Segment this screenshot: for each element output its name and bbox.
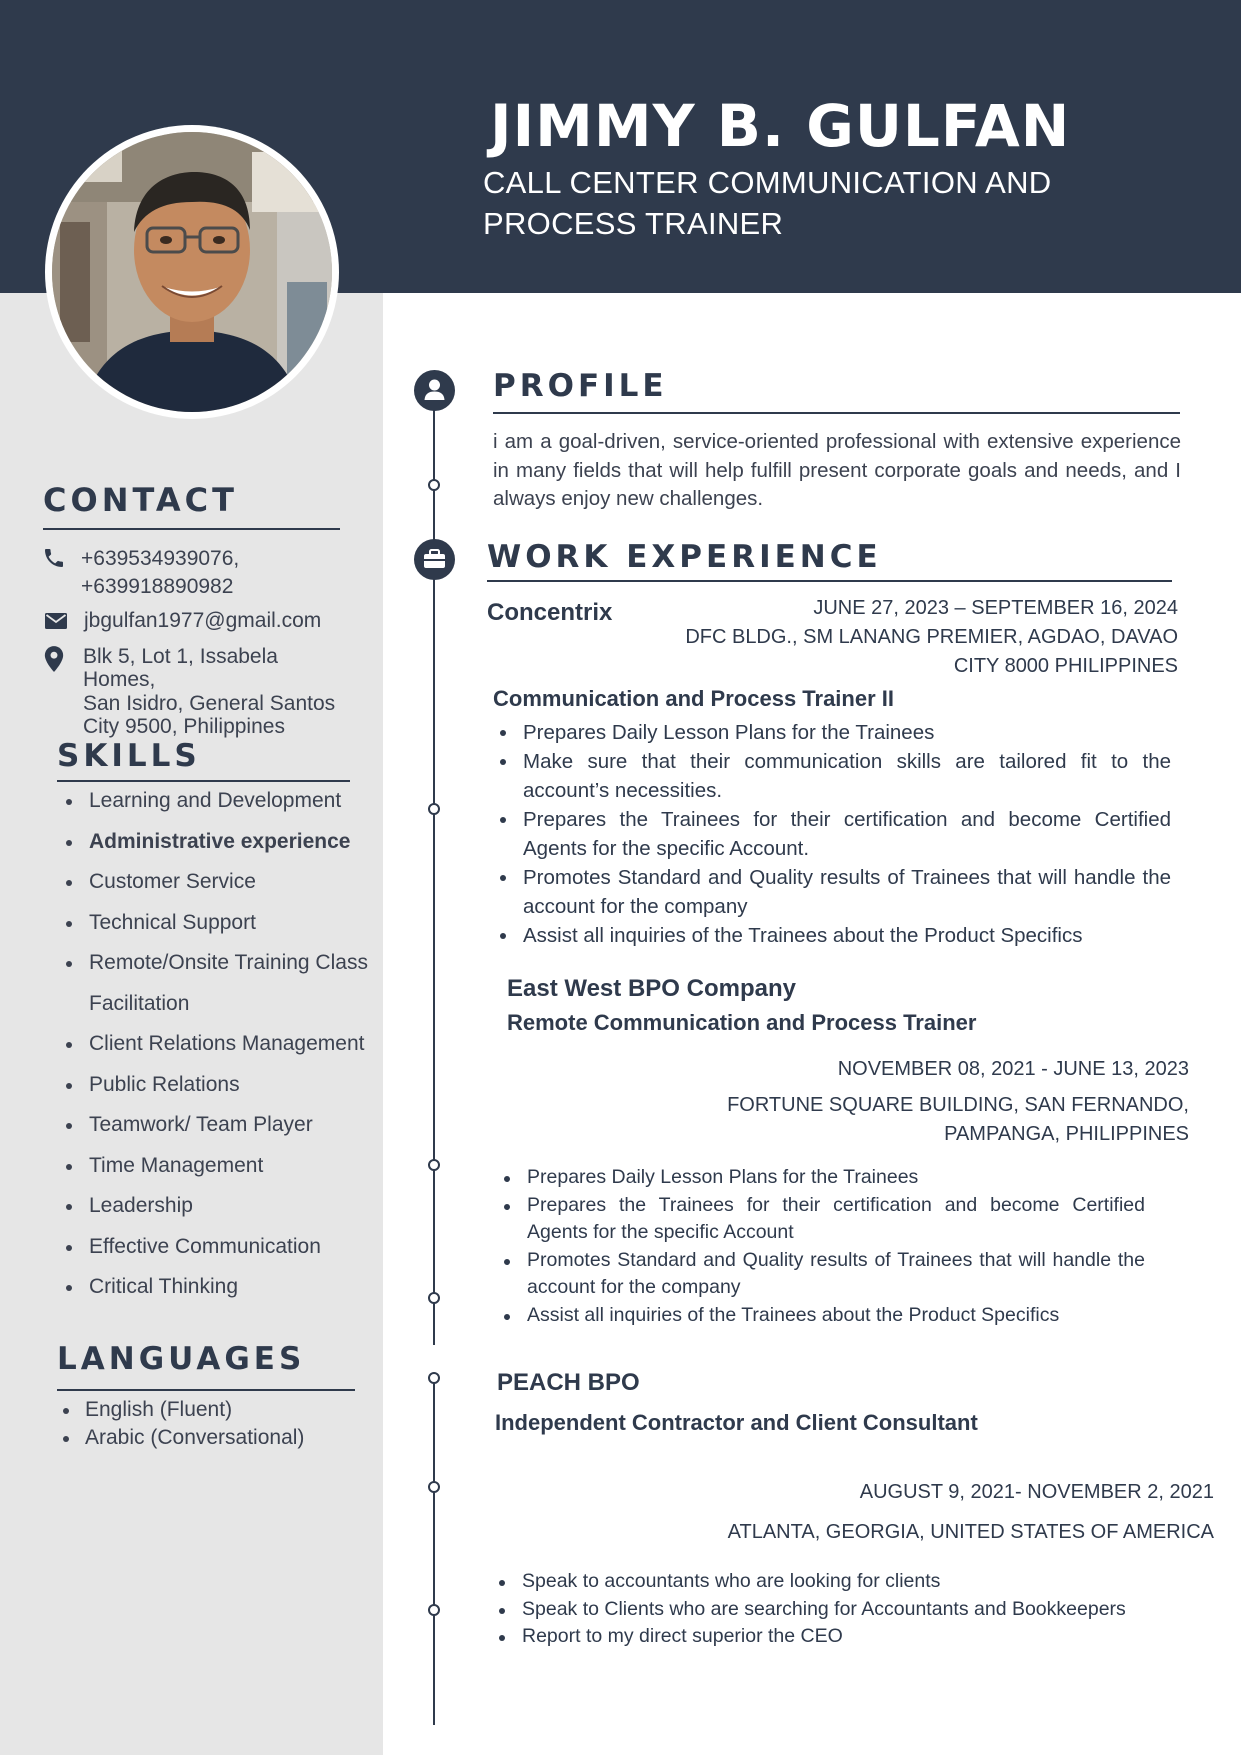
job-meta-location — [728, 1518, 1214, 1547]
job-location-line-1: ATLANTA, GEORGIA, UNITED STATES OF AMERICA — [727, 1521, 1214, 1543]
envelope-icon — [44, 609, 68, 633]
work-experience-title: WORK EXPERIENCE — [487, 539, 882, 575]
profile-summary: i am a goal-driven, service-oriented professional with extensive experience in many fields that will help fulfill present corporate goals and needs, and I always enjoy new challenges. — [493, 430, 1181, 510]
language-item: English (Fluent) — [58, 1396, 304, 1424]
briefcase-icon — [414, 539, 455, 580]
timeline-dot — [428, 1604, 440, 1616]
skill-item: Learning and Development — [62, 786, 368, 827]
skill-item: Critical Thinking — [62, 1272, 368, 1313]
email-address: jbgulfan1977@gmail.com — [84, 609, 322, 632]
profile-rule — [493, 412, 1180, 414]
skill-item: Administrative experience — [62, 827, 368, 868]
phone-icon — [42, 546, 66, 570]
job-location-line-1: FORTUNE SQUARE BUILDING, SAN FERNANDO, — [727, 1094, 1189, 1116]
job-meta — [685, 594, 1178, 681]
profile-title: PROFILE — [493, 368, 668, 404]
job-meta — [838, 1055, 1189, 1084]
job-duties — [494, 718, 1171, 950]
profile-section-badge — [414, 370, 455, 411]
contact-rule — [43, 528, 340, 530]
skills-title: SKILLS — [57, 738, 201, 774]
skills-list — [62, 786, 368, 1313]
candidate-name: JIMMY B. GULFAN — [490, 92, 1071, 160]
duty-item: Prepares Daily Lesson Plans for the Trainees — [498, 1164, 1145, 1192]
job-dates: AUGUST 9, 2021- NOVEMBER 2, 2021 — [859, 1481, 1214, 1503]
timeline-dot — [428, 1159, 440, 1171]
duty-item: Assist all inquiries of the Trainees about the Product Specifics — [494, 921, 1171, 950]
address-line-4: City 9500, Philippines — [83, 715, 285, 738]
job-duties — [498, 1164, 1145, 1329]
job-location-line-2: PAMPANGA, PHILIPPINES — [944, 1123, 1189, 1145]
phone-number-1: +639534939076, — [81, 547, 240, 570]
duty-item: Speak to accountants who are looking for clients — [493, 1568, 1193, 1596]
profile-photo — [52, 132, 332, 412]
job-title: Communication and Process Trainer II — [493, 686, 894, 711]
skill-item-continuation: Facilitation — [89, 991, 190, 1015]
work-experience-rule — [487, 580, 1172, 582]
job-duties — [493, 1568, 1193, 1651]
job-dates: JUNE 27, 2023 – SEPTEMBER 16, 2024 — [813, 597, 1178, 619]
address-line-3: San Isidro, General Santos — [83, 692, 336, 715]
job-company: Concentrix — [487, 599, 613, 626]
skill-item: Time Management — [62, 1151, 368, 1192]
skill-item: Public Relations — [62, 1070, 368, 1111]
languages-rule — [57, 1389, 355, 1391]
timeline-dot — [428, 1292, 440, 1304]
skill-item: Leadership — [62, 1191, 368, 1232]
candidate-role — [483, 162, 1051, 244]
user-icon — [414, 370, 455, 411]
job-company: East West BPO Company — [507, 975, 796, 1002]
job-location-line-2: CITY 8000 PHILIPPINES — [953, 655, 1178, 677]
address-line-1: Blk 5, Lot 1, Issabela — [83, 645, 278, 668]
duty-item: Assist all inquiries of the Trainees about the Product Specifics — [498, 1302, 1145, 1330]
job-dates: NOVEMBER 08, 2021 - JUNE 13, 2023 — [837, 1058, 1189, 1080]
job-company: PEACH BPO — [497, 1369, 640, 1396]
duty-item: Prepares the Trainees for their certification and become Certified Agents for the specific Account — [498, 1192, 1145, 1247]
timeline-dot — [428, 479, 440, 491]
map-pin-icon — [41, 645, 67, 673]
skills-rule — [57, 780, 350, 782]
languages-list — [58, 1396, 304, 1452]
role-line-1: CALL CENTER COMMUNICATION AND — [483, 165, 1052, 200]
duty-item: Prepares Daily Lesson Plans for the Trainees — [494, 718, 1171, 747]
languages-title: LANGUAGES — [57, 1341, 306, 1377]
timeline-dot — [428, 1481, 440, 1493]
job-location-line-1: DFC BLDG., SM LANANG PREMIER, AGDAO, DAVAO — [685, 626, 1178, 648]
skill-item: Remote/Onsite Training Class — [62, 948, 368, 989]
duty-item: Promotes Standard and Quality results of Trainees that will handle the account for the company — [498, 1247, 1145, 1302]
role-line-2: PROCESS TRAINER — [483, 206, 784, 241]
duty-item: Report to my direct superior the CEO — [493, 1623, 1193, 1651]
job-meta-location — [727, 1091, 1189, 1149]
phone-number-2: +639918890982 — [81, 575, 234, 598]
timeline-line-lower — [433, 1380, 435, 1725]
timeline-dot — [428, 1372, 440, 1384]
profile-photo-image — [52, 132, 332, 412]
skill-item: Teamwork/ Team Player — [62, 1110, 368, 1151]
timeline-dot — [428, 803, 440, 815]
duty-item: Speak to Clients who are searching for Accountants and Bookkeepers — [493, 1596, 1193, 1624]
language-item: Arabic (Conversational) — [58, 1424, 304, 1452]
job-title: Remote Communication and Process Trainer — [507, 1010, 977, 1035]
duty-item: Promotes Standard and Quality results of Trainees that will handle the account for the company — [494, 863, 1171, 921]
skill-item: Effective Communication — [62, 1232, 368, 1273]
contact-title: CONTACT — [43, 481, 238, 519]
skill-item: Customer Service — [62, 867, 368, 908]
work-section-badge — [414, 539, 455, 580]
job-meta — [860, 1478, 1214, 1507]
address-line-2: Homes, — [83, 668, 156, 691]
duty-item: Prepares the Trainees for their certification and become Certified Agents for the specific Account. — [494, 805, 1171, 863]
skill-item: Client Relations Management — [62, 1029, 368, 1070]
skill-item: Technical Support — [62, 908, 368, 949]
job-title: Independent Contractor and Client Consultant — [495, 1410, 978, 1435]
duty-item: Make sure that their communication skills are tailored fit to the account’s necessities. — [494, 747, 1171, 805]
